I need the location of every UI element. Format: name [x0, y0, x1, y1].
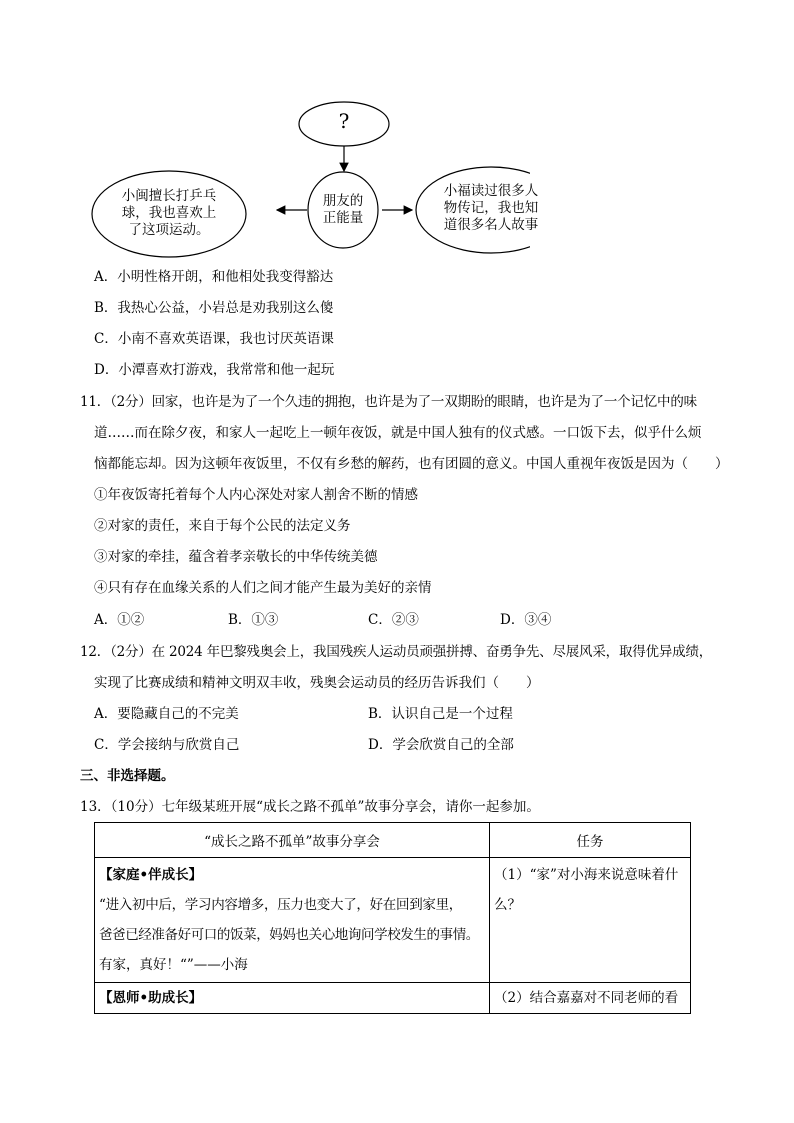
q12-option-d: D．学会欣赏自己的全部 — [368, 737, 514, 753]
q13-intro: 13．（10分）七年级某班开展“成长之路不孤单”故事分享会，请你一起参加。 — [80, 799, 540, 815]
q11-stem-line-2: 道……而在除夕夜，和家人一起吃上一顿年夜饭，就是中国人独有的仪式感。一口饭下去，似乎什么烦 — [94, 425, 702, 441]
q11-stem-line-1: 11．（2分）回家，也许是为了一个久违的拥抱，也许是为了一双期盼的眼睛，也许是为了一个记忆中的味 — [80, 394, 697, 410]
q12-stem-line-2: 实现了比赛成绩和精神文明双丰收，残奥会运动员的经历告诉我们（ ） — [94, 675, 540, 691]
q13-task-table — [94, 822, 691, 1014]
q12-stem-line-1: 12．（2分）在 2024 年巴黎残奥会上，我国残疾人运动员顽强拼搏、奋勇争先、尽展风采，取得优异成绩， — [80, 644, 713, 660]
family-text-1: “进入初中后，学习内容增多，压力也变大了，好在回到家里， — [99, 897, 463, 913]
q11-statement-3: ③对家的牵挂，蕴含着孝亲敬长的中华传统美德 — [94, 549, 378, 565]
q11-option-d: D．③④ — [500, 612, 552, 628]
q12-option-a: A．要隐藏自己的不完美 — [94, 706, 239, 722]
task-1-line-2: 么？ — [494, 897, 521, 913]
table-cell-task-1 — [490, 858, 691, 983]
right-line-3: 道很多名人故事 — [443, 217, 539, 233]
section-title: 三、非选择题。 — [80, 768, 175, 784]
family-text-3: 有家，真好！“”——小海 — [99, 957, 248, 973]
table-header-task: 任务 — [490, 823, 691, 858]
q10-option-d: D．小潭喜欢打游戏，我常常和他一起玩 — [94, 362, 335, 378]
q11-statement-4: ④只有存在血缘关系的人们之间才能产生最为美好的亲情 — [94, 580, 432, 596]
family-text-2: 爸爸已经准备好可口的饭菜，妈妈也关心地询问学校发生的事情。 — [99, 927, 479, 943]
center-line-2: 正能量 — [322, 210, 364, 226]
table-row — [95, 858, 691, 983]
diagram-left-node — [102, 188, 236, 239]
left-line-3: 了这项运动。 — [128, 222, 210, 238]
right-line-2: 物传记，我也知 — [443, 200, 539, 216]
q11-stem-line-3: 恼都能忘却。因为这顿年夜饭里，不仅有乡愁的解药，也有团圆的意义。中国人重视年夜饭是因为（ ） — [94, 456, 729, 472]
table-row — [95, 983, 691, 1014]
left-line-2: 球，我也喜欢上 — [121, 205, 217, 221]
task-1-line-1: （1）“家”对小海来说意味着什 — [494, 867, 679, 883]
q10-option-b: B．我热心公益，小岩总是劝我别这么傻 — [94, 300, 334, 316]
table-cell-task-2 — [490, 983, 691, 1014]
q11-option-c: C．②③ — [368, 612, 419, 628]
table-cell-family-story — [95, 858, 490, 983]
q12-option-b: B．认识自己是一个过程 — [368, 706, 513, 722]
q12-option-c: C．学会接纳与欣赏自己 — [94, 737, 240, 753]
left-line-1: 小闽擅长打乒乓 — [121, 188, 217, 204]
q11-option-b: B．①③ — [228, 612, 279, 628]
task-2-line-1: （2）结合嘉嘉对不同老师的看 — [494, 990, 679, 1006]
q11-option-a: A．①② — [94, 612, 145, 628]
diagram-right-node — [424, 183, 558, 234]
teacher-heading: 【恩师•助成长】 — [99, 990, 203, 1006]
center-line-1: 朋友的 — [322, 193, 364, 209]
right-line-1: 小福读过很多人 — [443, 183, 539, 199]
q11-statement-2: ②对家的责任，来自于每个公民的法定义务 — [94, 518, 351, 534]
table-cell-teacher-story — [95, 983, 490, 1014]
q10-option-c: C．小南不喜欢英语课，我也讨厌英语课 — [94, 331, 334, 347]
table-header-row — [95, 823, 691, 858]
diagram-top-node: ? — [338, 109, 350, 133]
q11-statement-1: ①年夜饭寄托着每个人内心深处对家人割舍不断的情感 — [94, 487, 418, 503]
q10-option-a: A．小明性格开朗，和他相处我变得豁达 — [94, 269, 334, 285]
table-header-story: “成长之路不孤单”故事分享会 — [95, 823, 490, 858]
family-heading: 【家庭•伴成长】 — [99, 867, 203, 883]
